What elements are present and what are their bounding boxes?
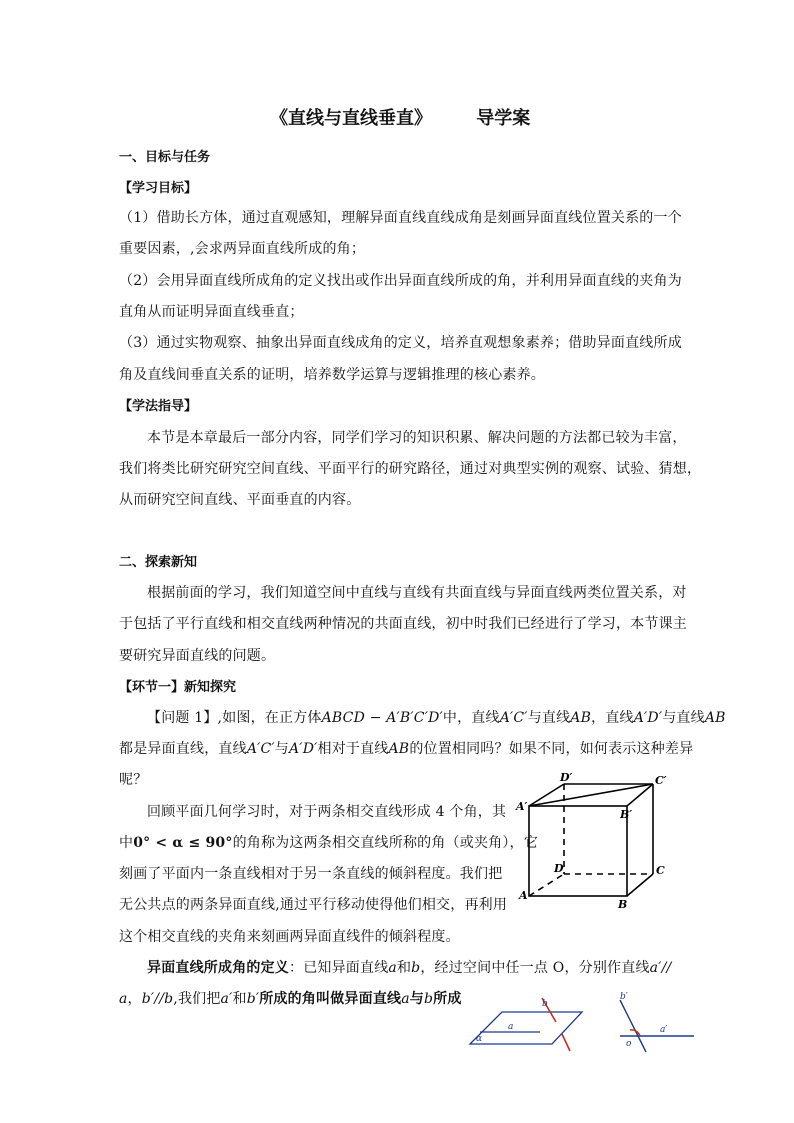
line-b-prime <box>620 1000 646 1052</box>
goal-2-line-1: （2）会用异面直线所成角的定义找出或作出异面直线所成的角，并利用异面直线的夹角为 <box>119 273 682 289</box>
label-c1: C′ <box>655 774 667 787</box>
review-line-4: 无公共点的两条异面直线,通过平行移动使得他们相交，再利用 <box>119 897 508 913</box>
review-line-2: 中0° < α ≤ 90°的角称为这两条相交直线所称的角（或夹角），它 <box>119 835 538 851</box>
method-line-2: 我们将类比研究研究空间直线、平面平行的研究路径，通过对典型实例的观察、试验、猜想， <box>119 461 702 477</box>
label-b1: B′ <box>620 808 633 821</box>
label-o: o <box>626 1039 632 1049</box>
label-alpha: α <box>476 1034 483 1044</box>
angle-figure <box>606 990 698 1056</box>
page-title: 《直线与直线垂直》 <box>270 108 432 129</box>
explore-line-2: 于包括了平行直线和相交直线两种情况的共面直线，初中时我们已经进行了学习，本节课主 <box>119 616 687 632</box>
label-d1: D′ <box>560 771 573 784</box>
review-line-1: 回顾平面几何学习时，对于两条相交直线形成 4 个角，其 <box>147 804 507 820</box>
question-1-line-3: 呢？ <box>119 772 148 788</box>
label-b: B <box>618 898 628 908</box>
question-1-line-1: 【问题 1】,如图，在正方体ABCD − A′B′C′D′中，直线A′C′与直线AB，直线A′D′与直线AB <box>147 710 726 726</box>
cube-figure <box>510 768 680 908</box>
goals-heading: 【学习目标】 <box>119 181 198 196</box>
label-b: b <box>542 999 548 1009</box>
goal-2-line-2: 直角从而证明异面直线垂直； <box>119 304 304 320</box>
angle-arc <box>630 1030 640 1036</box>
goal-3-line-1: （3）通过实物观察、抽象出异面直线成角的定义，培养直观想象素养；借助异面直线所成 <box>119 335 682 351</box>
question-1-line-2: 都是异面直线，直线A′C′与A′D′相对于直线AB的位置相同吗？如果不同，如何表示这种差异 <box>119 741 694 757</box>
label-a-prime: a′ <box>660 1025 668 1035</box>
cube-front-face <box>529 806 627 896</box>
label-a: A <box>519 889 528 902</box>
label-b-prime: b′ <box>620 992 628 1002</box>
explore-line-3: 要研究异面直线的问题。 <box>119 648 276 664</box>
explore-line-1: 根据前面的学习，我们知道空间中直线与直线有共面直线与异面直线两类位置关系，对 <box>147 585 687 601</box>
method-line-3: 从而研究空间直线、平面垂直的内容。 <box>119 492 361 508</box>
line-b-lower <box>562 1034 570 1051</box>
review-line-3: 刻画了平面内一条直线相对于另一条直线的倾斜程度。我们把 <box>119 866 503 882</box>
label-d: D <box>554 862 564 875</box>
method-heading: 【学法指导】 <box>119 399 198 414</box>
link1-heading: 【环节一】新知探究 <box>119 680 237 695</box>
goal-3-line-2: 角及直线间垂直关系的证明，培养数学运算与逻辑推理的核心素养。 <box>119 367 545 383</box>
goal-1-line-2: 重要因素，,会求两异面直线所成的角； <box>119 241 366 257</box>
page-title-suffix: 导学案 <box>476 108 531 129</box>
definition-line-2: a，b′//b,我们把a′和b′所成的角叫做异面直线a与b所成 <box>119 991 462 1007</box>
label-a1: A′ <box>516 800 528 813</box>
skew-lines-figure <box>462 994 587 1056</box>
goal-1-line-1: （1）借助长方体，通过直观感知，理解异面直线直线成角是刻画异面直线位置关系的一个 <box>119 210 682 226</box>
label-c: C <box>656 864 665 877</box>
section-heading-2: 二、探索新知 <box>119 555 198 570</box>
review-line-5: 这个相交直线的夹角来刻画两异面直线件的倾斜程度。 <box>119 929 460 945</box>
definition-line-1: 异面直线所成角的定义：已知异面直线a和b，经过空间中任一点 O，分别作直线a′// <box>147 960 672 976</box>
section-heading-1: 一、目标与任务 <box>119 150 211 165</box>
label-a: a <box>508 1022 514 1032</box>
method-line-1: 本节是本章最后一部分内容，同学们学习的知识积累、解决问题的方法都已较为丰富， <box>147 430 687 446</box>
